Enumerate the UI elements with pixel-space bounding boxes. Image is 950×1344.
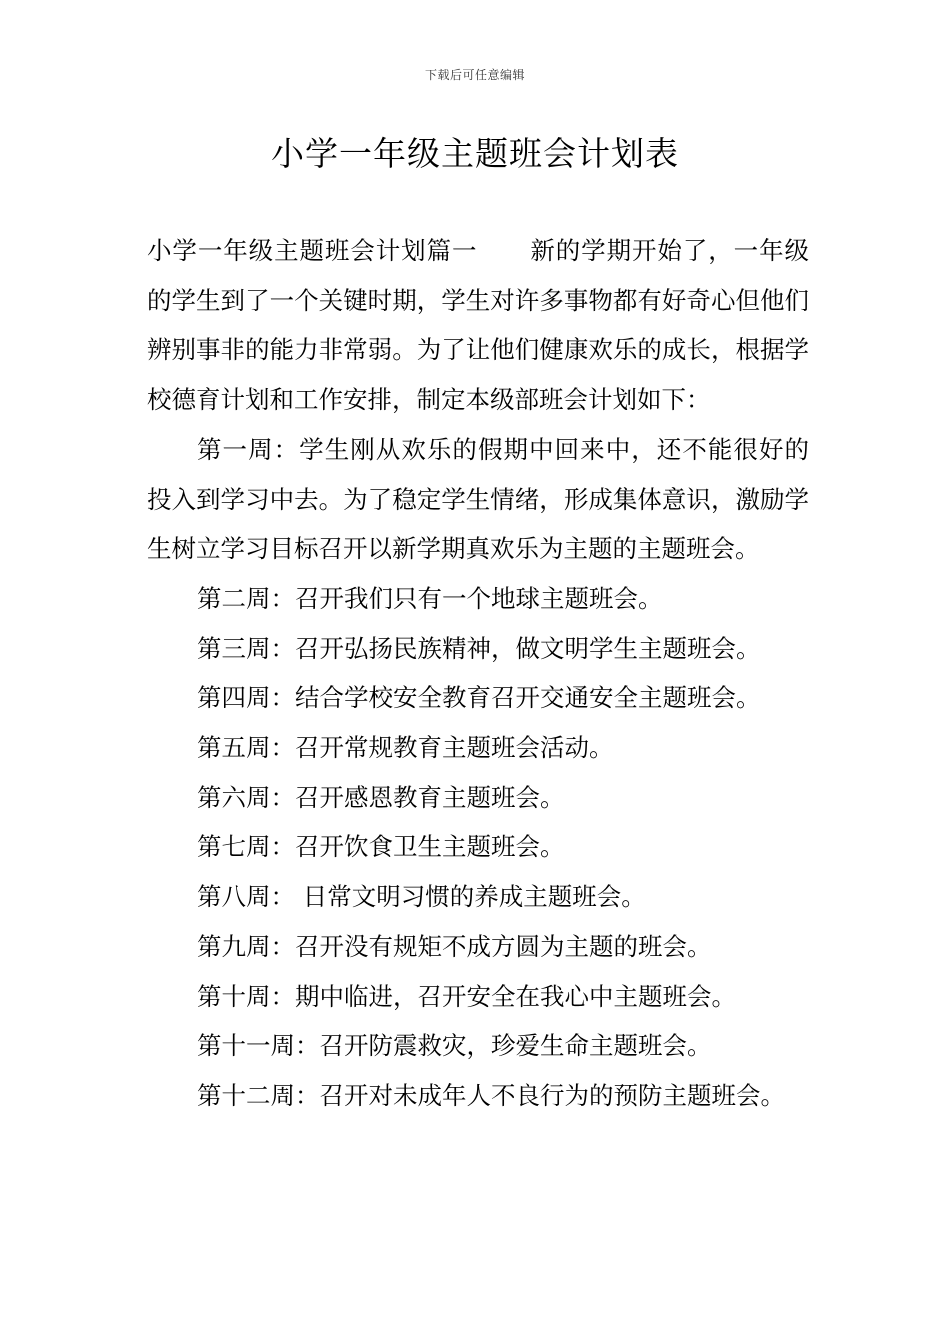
intro-text: 新的学期开始了，一年级的学生到了一个关键时期，学生对许多事物都有好奇心但他们辨别事非的能力非常弱。为了让他们健康欢乐的成长，根据学校德育计划和工作安排，制定本级部班会计划如下： (147, 236, 810, 415)
week-5-item: 第五周：召开常规教育主题班会活动。 (197, 733, 614, 763)
week-2-item: 第二周：召开我们只有一个地球主题班会。 (197, 583, 663, 613)
week-1-paragraph: 第一周：学生刚从欢乐的假期中回来中，还不能很好的投入到学习中去。为了稳定学生情绪，形成集体意识，激励学生树立学习目标召开以新学期真欢乐为主题的主题班会。 (147, 434, 809, 564)
week-10-item: 第十周：期中临进，召开安全在我心中主题班会。 (197, 981, 736, 1011)
document-body (147, 226, 809, 1121)
week-6-item: 第六周：召开感恩教育主题班会。 (197, 782, 565, 812)
week-9-item: 第九周：召开没有规矩不成方圆为主题的班会。 (197, 931, 712, 961)
week-8-item: 第八周： 日常文明习惯的养成主题班会。 (197, 882, 646, 912)
week-11-item: 第十一周：召开防震救灾，珍爱生命主题班会。 (197, 1031, 712, 1061)
intro-paragraph (147, 226, 809, 425)
intro-heading: 小学一年级主题班会计划篇一 (147, 236, 478, 265)
document-title: 小学一年级主题班会计划表 (271, 134, 679, 173)
week-4-item: 第四周：结合学校安全教育召开交通安全主题班会。 (197, 683, 761, 713)
header-note: 下载后可任意编辑 (424, 68, 525, 82)
week-7-item: 第七周：召开饮食卫生主题班会。 (197, 832, 565, 862)
week-3-item: 第三周：召开弘扬民族精神，做文明学生主题班会。 (197, 633, 761, 663)
week-12-item: 第十二周：召开对未成年人不良行为的预防主题班会。 (197, 1080, 785, 1110)
